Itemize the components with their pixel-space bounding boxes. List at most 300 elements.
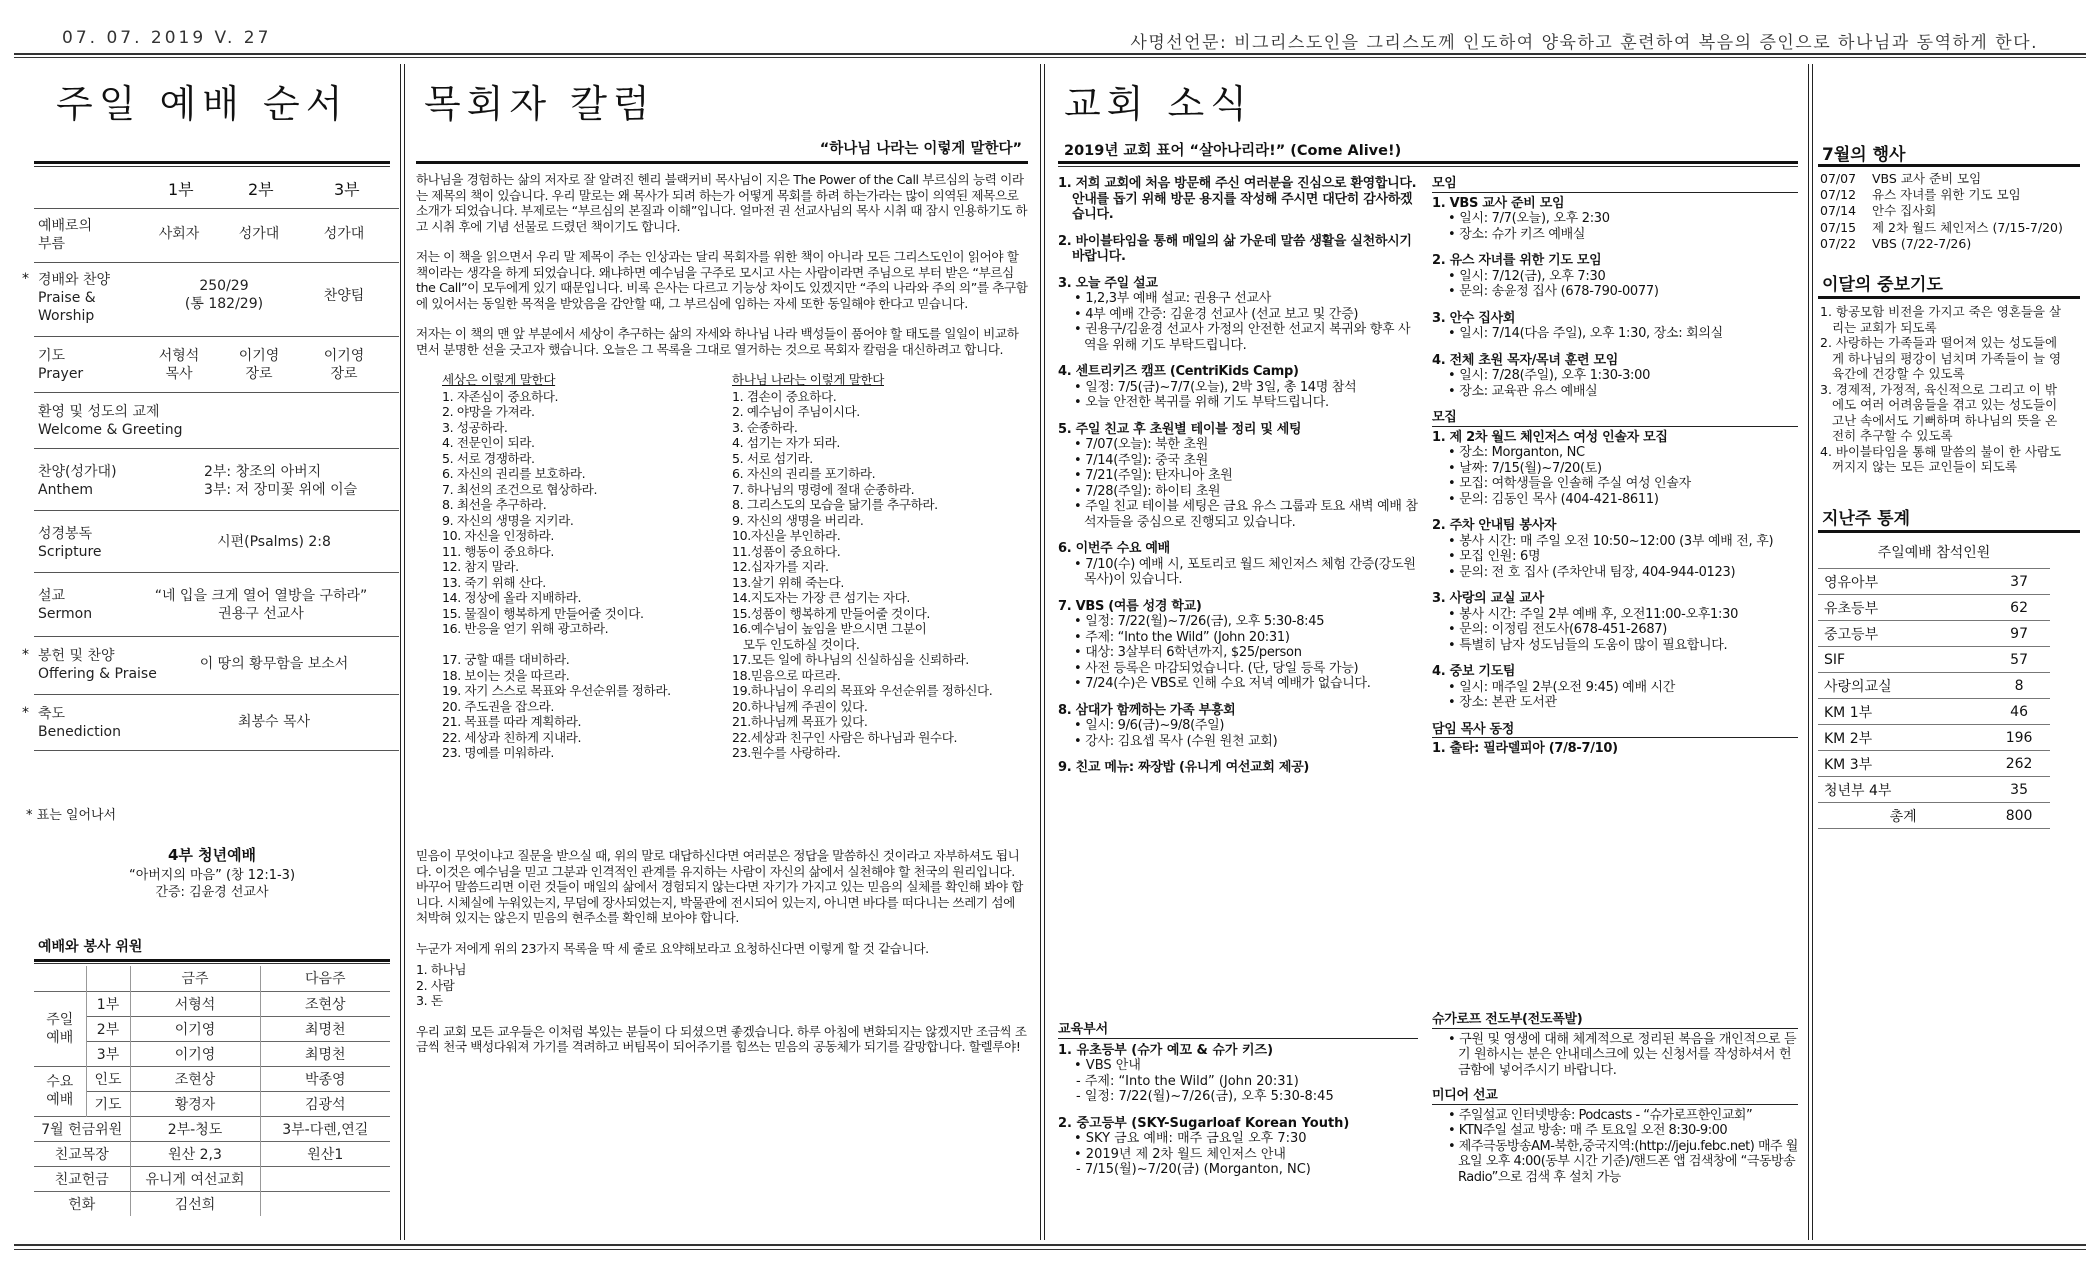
list-item: 3. 성공하라. xyxy=(442,419,508,435)
list-item: 11. 행동이 중요하다. xyxy=(442,543,554,559)
list-item: 21.하나님께 목표가 있다. xyxy=(732,714,868,729)
row-value: 250/29 xyxy=(199,278,249,294)
event-name: VBS (7/22-7/26) xyxy=(1872,235,1972,251)
list-item: 22. 세상과 친하게 지내라. xyxy=(442,729,582,745)
announcement-item xyxy=(1058,760,1418,776)
table-row xyxy=(34,1116,390,1141)
table-row xyxy=(1818,725,2050,751)
table-cell: 3부 xyxy=(86,1041,130,1066)
paragraph: 믿음이 무엇이냐고 질문을 받으실 때, 위의 말로 대답하신다면 여러분은 정답을 말씀하신 것이라고 자부하셔도 됩니다. 이것은 예수님을 믿고 그분과 인격적인 관계를 유지하는 사람이 자신의 삶에서 실천해야 할 천국의 원리입니다. 바꾸어 말씀드리면 이런 것들이 매일의 삶에서 경험되지 않는다면 자기가 가지고 있는 믿음의 실체를 확인해 봐야 합니다. 시체실에 누워있는지, 무덤에 장사되었는지, 박물관에 전시되어 있는지, 아니면 바다를 떠다니는 쓰레기 섬에 처박혀 있지는 않은지 믿음의 현주소를 확인해 보아야 합니다. xyxy=(416,848,1024,925)
pastor-trip: 1. 출타: 필라델피아 (7/8-7/10) xyxy=(1432,741,1618,756)
volunteers-title: 예배와 봉사 위원 xyxy=(38,939,143,955)
event-name: VBS 교사 준비 모임 xyxy=(1872,171,1982,186)
table-cell: 최명천 xyxy=(260,1016,390,1041)
event-name: 유스 자녀를 위한 기도 모임 xyxy=(1872,187,2021,203)
announcement-heading: 5. 주일 친교 후 초원별 테이블 정리 및 세팅 xyxy=(1058,421,1302,437)
row-value: 시편(Psalms) 2:8 xyxy=(217,534,331,550)
announcement-heading: 3. 오늘 주일 설교 xyxy=(1058,275,1158,291)
announcement-heading: 3. 안수 집사회 xyxy=(1432,310,1516,326)
list-item: 2. 야망을 가져라. xyxy=(442,404,535,419)
row-value: 성가대 xyxy=(238,226,280,242)
table-cell: 이기영 xyxy=(130,1016,260,1041)
service-col-3: 3부 xyxy=(334,180,360,199)
evangelism-and-media xyxy=(1432,1012,1798,1185)
list-item: 15.성품이 행복하게 만들어줄 것이다. xyxy=(732,605,930,621)
bullet-item: • 4부 예배 간증: 김윤경 선교사 (선교 보고 및 간증) xyxy=(1074,306,1359,322)
announcement-heading: 4. 중보 기도팀 xyxy=(1432,664,1516,679)
list-item: 18. 보이는 것을 따르라. xyxy=(442,667,570,683)
table-row xyxy=(1818,803,2050,829)
news-title: 교회 소식 xyxy=(1064,82,1253,126)
comparison-list xyxy=(442,372,1028,848)
kingdom-list-heading: 하나님 나라는 이렇게 말한다 xyxy=(732,372,884,387)
bullet-item: • 7/14(주일): 중국 초원 xyxy=(1074,452,1209,468)
announcement-item xyxy=(1432,253,1798,300)
list-item: 14.지도자는 가장 큰 섬기는 자다. xyxy=(732,590,911,605)
stat-label: 총계 xyxy=(1818,803,1988,829)
announcement-heading: 1. 저희 교회에 처음 방문해 주신 여러분을 진심으로 환영합니다. 안내를 돕기 위해 방문 용지를 작성해 주시면 대단히 감사하겠습니다. xyxy=(1058,176,1417,222)
bullet-item: • 주일설교 인터넷방송: Podcasts - “슈가로프한인교회” xyxy=(1448,1107,1753,1123)
row-label: Scripture xyxy=(38,544,102,560)
prayer-item: 2. 사랑하는 가족들과 떨어져 있는 성도들에게 하나님의 평강이 넘치며 가족들이 늘 영육간에 건강할 수 있도록 xyxy=(1820,335,2062,381)
announcement-heading: 8. 삼대가 함께하는 가족 부흥회 xyxy=(1058,702,1236,718)
table-row xyxy=(1818,647,2050,673)
list-item: 20.하나님께 주권이 있다. xyxy=(732,698,868,714)
table-cell: 박종영 xyxy=(260,1066,390,1091)
table-cell: 3부-다렌,연길 xyxy=(260,1116,390,1141)
list-item: 19. 자기 스스로 목표와 우선순위를 정하라. xyxy=(442,683,671,698)
announcement-item xyxy=(1058,1116,1418,1178)
announcement-item xyxy=(1432,196,1798,243)
announcement-heading: 2. 중고등부 (SKY-Sugarloaf Korean Youth) xyxy=(1058,1115,1350,1131)
stat-value: 57 xyxy=(1988,647,2050,673)
row-value: 이기영 xyxy=(238,348,280,364)
stat-value: 8 xyxy=(1988,673,2050,699)
worship-row xyxy=(22,636,399,694)
row-value: 사회자 xyxy=(158,226,200,242)
bullet-item: • 제주극동방송AM-북한,중국지역:(http://jeju.febc.net) 매주 월요일 오후 4:00(동부 시간 기준)/핸드폰 앱 검색창에 “극동방송 Radio”으로 검색 후 설치 가능 xyxy=(1448,1138,1798,1185)
table-cell: 원산1 xyxy=(260,1141,390,1166)
list-item: 6. 자신의 권리를 보호하라. xyxy=(442,466,586,481)
announcement-heading: 3. 사랑의 교실 교사 xyxy=(1432,591,1544,606)
bullet-item: • 일시: 9/6(금)~9/8(주일) xyxy=(1074,718,1225,733)
table-cell: 주일 예배 xyxy=(34,991,86,1066)
bullet-item: • 일시: 7/14(다음 주일), 오후 1:30, 장소: 회의실 xyxy=(1448,326,1723,341)
bullet-item: • 봉사 시간: 매 주일 오전 10:50~12:00 (3부 예배 전, 후) xyxy=(1448,533,1774,549)
table-cell: 수요 예배 xyxy=(34,1066,86,1116)
summary-list xyxy=(416,962,1028,1009)
world-list xyxy=(442,372,727,761)
church-motto: 2019년 교회 표어 “살아나리라!” (Come Alive!) xyxy=(1064,143,1402,159)
table-cell: 조현상 xyxy=(130,1066,260,1091)
bullet-item: • 일정: 7/22(월)~7/26(금), 오후 5:30-8:45 xyxy=(1074,614,1325,629)
announcement-heading: 7. VBS (여름 성경 학교) xyxy=(1058,598,1202,614)
list-item: 17.모든 일에 하나님의 신실하심을 신뢰하라. xyxy=(732,652,969,667)
bullet-item: • 특별히 남자 성도님들의 도움이 많이 필요합니다. xyxy=(1448,637,1728,653)
event-date: 07/14 xyxy=(1820,203,1857,219)
row-label: 환영 및 성도의 교제 xyxy=(38,404,160,420)
announcement-heading: 6. 이번주 수요 예배 xyxy=(1058,541,1170,556)
table-row xyxy=(1818,751,2050,777)
announcement-item xyxy=(1432,353,1798,400)
announcement-item xyxy=(1058,364,1418,411)
row-value: 서형석 xyxy=(158,348,200,364)
stats-subtitle: 주일예배 참석인원 xyxy=(1877,545,1991,561)
column-title: 목회자 칼럼 xyxy=(424,82,656,126)
list-item: 11.성품이 중요하다. xyxy=(732,543,841,559)
worship-row xyxy=(34,510,399,572)
list-item: 2. 사람 xyxy=(416,977,455,993)
list-item: 1. 하나님 xyxy=(416,962,467,977)
table-cell: 조현상 xyxy=(260,991,390,1016)
worship-row xyxy=(22,694,399,750)
list-item: 5. 서로 경쟁하라. xyxy=(442,450,535,466)
row-value: 성가대 xyxy=(323,226,365,242)
attendance-table xyxy=(1818,568,2050,829)
row-label: Sermon xyxy=(38,606,93,622)
prayer-item: 3. 경제적, 가정적, 육신적으로 그리고 이 밖에도 여러 어려움들을 겪고 있는 성도들이 고난 속에서도 기뻐하며 하나님의 뜻을 온전히 추구할 수 있도록 xyxy=(1820,381,2058,443)
row-value: 이 땅의 황무함을 보소서 xyxy=(199,656,349,672)
table-cell: 서형석 xyxy=(130,991,260,1016)
row-label: Prayer xyxy=(38,366,84,382)
row-label: Worship xyxy=(38,308,95,324)
world-list-heading: 세상은 이렇게 말한다 xyxy=(442,372,556,387)
stand-marker: * xyxy=(22,271,29,287)
table-header: 다음주 xyxy=(260,966,390,991)
announcement-item xyxy=(1058,234,1418,265)
bullet-item: • KTN주일 설교 방송: 매 주 토요일 오전 8:30-9:00 xyxy=(1448,1123,1728,1138)
row-value: 2부: 창조의 아버지 xyxy=(204,464,322,480)
church-news-column xyxy=(1058,64,1798,1240)
row-value: 목사 xyxy=(165,366,193,382)
table-cell: 2부-청도 xyxy=(130,1116,260,1141)
column-body xyxy=(416,172,1028,1055)
announcements xyxy=(1058,176,1418,787)
announcement-item xyxy=(1058,176,1418,223)
table-row xyxy=(34,1191,390,1216)
table-row xyxy=(1818,621,2050,647)
announcement-heading: 2. 유스 자녀를 위한 기도 모임 xyxy=(1432,253,1602,268)
bullet-item: • 일정: 7/5(금)~7/7(오늘), 2박 3일, 총 14명 참석 xyxy=(1074,379,1357,395)
mission-statement: 사명선언문: 비그리스도인을 그리스도께 인도하여 양육하고 훈련하여 복음의 증인으로 하나님과 동역하게 한다. xyxy=(1130,33,2038,53)
list-item: 23. 명예를 미워하라. xyxy=(442,745,554,760)
row-value: 권용구 선교사 xyxy=(218,606,304,622)
table-row xyxy=(34,1141,390,1166)
list-item: 12.십자가를 지라. xyxy=(732,559,829,574)
list-item: 7. 하나님의 명령에 절대 순종하라. xyxy=(732,481,915,497)
bullet-item: • 장소: 본관 도서관 xyxy=(1448,695,1557,710)
table-cell: 7월 헌금위원 xyxy=(34,1116,130,1141)
stat-value: 62 xyxy=(1988,595,2050,621)
row-label: 성경봉독 xyxy=(38,526,93,542)
worship-order-column xyxy=(22,64,390,1240)
worship-row xyxy=(34,336,399,392)
prayer-item: 4. 바이블타임을 통해 말씀의 불이 한 사람도 꺼지지 않는 모든 교인들이 되도록 xyxy=(1820,443,2062,474)
stand-marker: * xyxy=(22,705,29,721)
row-value: 장로 xyxy=(330,366,358,382)
education-title: 교육부서 xyxy=(1058,1022,1418,1039)
announcement-item xyxy=(1058,422,1418,531)
table-cell: 유니게 여선교회 xyxy=(130,1166,260,1191)
section-title: 슈가로프 전도부(전도폭발) xyxy=(1432,1012,1798,1029)
table-cell: 친교헌금 xyxy=(34,1166,130,1191)
table-row xyxy=(34,991,390,1016)
bullet-item: • 날짜: 7/15(월)~7/20(토) xyxy=(1448,460,1602,476)
youth-service-sermon: “아버지의 마음” (창 12:1-3) xyxy=(128,868,296,883)
table-row xyxy=(1818,595,2050,621)
bullet-item: • 7/21(주일): 탄자니아 초원 xyxy=(1074,468,1233,483)
row-label: 부름 xyxy=(38,236,66,252)
list-item: 13. 죽기 위해 산다. xyxy=(442,574,546,590)
row-label: 봉헌 및 찬양 xyxy=(38,648,115,664)
list-item: 5. 서로 섬기라. xyxy=(732,450,813,466)
list-item: 19.하나님이 우리의 목표와 우선순위를 정하신다. xyxy=(732,683,993,698)
list-item: 14. 정상에 올라 지배하라. xyxy=(442,590,582,605)
announcement-item xyxy=(1432,591,1798,653)
list-item: 4. 섬기는 자가 되라. xyxy=(732,435,840,450)
masthead xyxy=(0,0,2100,58)
events-title: 7월의 행사 xyxy=(1822,145,1906,165)
announcement-item xyxy=(1058,1043,1418,1105)
worship-row xyxy=(22,262,399,336)
stat-label: KM 2부 xyxy=(1818,725,1988,751)
evangelism-note: • 구원 및 영생에 대해 체계적으로 정리된 복음을 개인적으로 듣기 원하시는 분은 안내데스크에 있는 신청서를 작성하셔서 헌금함에 넣어주시기 바랍니다. xyxy=(1448,1031,1797,1078)
stat-value: 35 xyxy=(1988,777,2050,803)
bullet-item: • 일시: 7/12(금), 오후 7:30 xyxy=(1448,268,1606,284)
worship-row xyxy=(34,572,399,636)
stat-value: 800 xyxy=(1988,803,2050,829)
announcement-item xyxy=(1432,664,1798,711)
event-name: 안수 집사회 xyxy=(1872,203,1937,219)
list-item: 16. 반응을 얻기 위해 광고하라. xyxy=(442,621,609,636)
list-item: 10. 자신을 인정하라. xyxy=(442,528,554,543)
bullet-item: • 사전 등록은 마감되었습니다. (단, 당일 등록 가능) xyxy=(1074,660,1359,676)
meetings-and-recruiting xyxy=(1432,176,1798,757)
volunteers-table xyxy=(34,966,390,1216)
bullet-item: • 2019년 제 2차 월드 체인저스 안내 xyxy=(1074,1146,1286,1162)
list-item: 10.자신을 부인하라. xyxy=(732,528,841,543)
sidebar-column xyxy=(1818,64,2080,1240)
bullet-item: • 문의: 이정림 전도사(678-451-2687) xyxy=(1448,622,1668,637)
stat-label: KM 3부 xyxy=(1818,751,1988,777)
bullet-item: • 권용구/김윤경 선교사 가정의 안전한 선교지 복귀와 향후 사역을 위해 기도 부탁드립니다. xyxy=(1074,322,1411,353)
table-cell: 기도 xyxy=(86,1091,130,1116)
row-value: 3부: 저 장미꽃 위에 이슬 xyxy=(204,482,358,498)
table-cell: 헌화 xyxy=(34,1191,130,1216)
list-item: 3. 돈 xyxy=(416,993,443,1008)
table-cell: 김선희 xyxy=(130,1191,260,1216)
prayer-title: 이달의 중보기도 xyxy=(1822,275,1943,295)
announcement-heading: 1. 제 2차 월드 체인저스 여성 인솔자 모집 xyxy=(1432,429,1668,445)
stat-label: 중고등부 xyxy=(1818,621,1988,647)
table-row xyxy=(1818,699,2050,725)
bullet-item: - 일정: 7/22(월)~7/26(금), 오후 5:30-8:45 xyxy=(1076,1089,1334,1104)
table-row xyxy=(34,1041,390,1066)
list-item: 15. 물질이 행복하게 만들어줄 것이다. xyxy=(442,605,644,621)
list-item: 9. 자신의 생명을 지키라. xyxy=(442,512,574,528)
bullet-item: • 문의: 김동인 목사 (404-421-8611) xyxy=(1448,491,1659,507)
list-item: 22.세상과 친구인 사람은 하나님과 원수다. xyxy=(732,729,958,745)
bullet-item: • 모집: 여학생들을 인솔해 주실 여성 인솔자 xyxy=(1448,476,1691,491)
stat-label: SIF xyxy=(1818,647,1988,673)
bullet-item: • 문의: 송윤정 집사 (678-790-0077) xyxy=(1448,284,1659,299)
list-item: 2. 예수님이 주님이시다. xyxy=(732,404,860,419)
list-item: 8. 그리스도의 모습을 닮기를 추구하라. xyxy=(732,497,938,512)
list-item: 6. 자신의 권리를 포기하라. xyxy=(732,466,876,481)
column-subtitle: “하나님 나라는 이렇게 말한다” xyxy=(819,141,1022,157)
section-title: 담임 목사 동정 xyxy=(1432,722,1798,739)
bullet-item: • 봉사 시간: 주일 2부 예배 후, 오전11:00-오후1:30 xyxy=(1448,606,1739,622)
row-label: 축도 xyxy=(38,706,66,722)
event-date: 07/15 xyxy=(1820,219,1857,235)
table-row xyxy=(1818,777,2050,803)
bullet-item: • 일시: 7/7(오늘), 오후 2:30 xyxy=(1448,211,1610,226)
table-row xyxy=(34,966,390,991)
event-item xyxy=(1820,187,2080,203)
table-row xyxy=(1818,673,2050,699)
list-item: 8. 최선을 추구하라. xyxy=(442,497,547,512)
paragraph: 저자는 이 책의 맨 앞 부분에서 세상이 추구하는 삶의 자세와 하나님 나라 백성들이 품어야 할 태도를 일일이 비교하면서 분명한 선을 긋고자 했습니다. 오늘은 그 목록을 그대로 열거하는 것으로 목회자 칼럼을 대신하려고 합니다. xyxy=(416,326,1019,357)
announcement-item xyxy=(1058,599,1418,692)
list-item: 9. 자신의 생명을 버리라. xyxy=(732,512,864,528)
bullet-item: • 일시: 매주일 2부(오전 9:45) 예배 시간 xyxy=(1448,679,1676,695)
announcement-item xyxy=(1058,276,1418,354)
stat-label: 사랑의교실 xyxy=(1818,673,1988,699)
row-label: Offering & Praise xyxy=(38,666,157,682)
list-item: 12. 참지 말라. xyxy=(442,559,519,574)
list-item: 20. 주도권을 잡으라. xyxy=(442,698,554,714)
bullet-item: • 7/10(수) 예배 시, 포토리코 월드 체인저스 체험 간증(강도원 목사)이 있습니다. xyxy=(1074,556,1416,587)
stand-note: * 표는 일어나서 xyxy=(26,808,117,823)
row-label: 설교 xyxy=(38,588,66,604)
row-value: (통 182/29) xyxy=(184,296,264,312)
table-row xyxy=(34,1066,390,1091)
worship-row xyxy=(34,392,399,448)
table-row xyxy=(34,1166,390,1191)
bullet-item: • 대상: 3살부터 6학년까지, $25/person xyxy=(1074,645,1302,660)
table-cell: 최명천 xyxy=(260,1041,390,1066)
list-item: 3. 순종하라. xyxy=(732,419,798,435)
bullet-item: • 1,2,3부 예배 설교: 권용구 선교사 xyxy=(1074,291,1272,306)
table-cell: 김광석 xyxy=(260,1091,390,1116)
bullet-item: • 주제: “Into the Wild” (John 20:31) xyxy=(1074,629,1290,645)
event-item xyxy=(1820,236,2080,252)
list-item: 17. 궁할 때를 대비하라. xyxy=(442,652,570,667)
event-item xyxy=(1820,220,2080,236)
table-cell: 원산 2,3 xyxy=(130,1141,260,1166)
row-value: 찬양팀 xyxy=(323,288,365,304)
stat-label: 영유아부 xyxy=(1818,569,1988,595)
row-value: 최봉수 목사 xyxy=(237,714,311,730)
paragraph: 우리 교회 모든 교우들은 이처럼 복있는 분들이 다 되셨으면 좋겠습니다. 하루 아침에 변화되지는 않겠지만 조금씩 조금씩 천국 백성다워져 가기를 격려하고 버팀목이 되어주기를 힘쓰는 믿음의 공동체가 되기를 갈망합니다. 할렐루야! xyxy=(416,1023,1027,1054)
table-header: 금주 xyxy=(130,966,260,991)
youth-service-title: 4부 청년예배 xyxy=(167,846,257,864)
bullet-item: • 7/24(수)은 VBS로 인해 수요 저녁 예배가 없습니다. xyxy=(1074,676,1371,691)
announcement-heading: 1. VBS 교사 준비 모임 xyxy=(1432,195,1565,211)
worship-rows xyxy=(22,208,390,848)
announcement-heading: 9. 친교 메뉴: 짜장밥 (유니게 여선교회 제공) xyxy=(1058,760,1310,775)
announcement-heading: 4. 전체 초원 목자/목녀 훈련 모임 xyxy=(1432,352,1619,368)
list-item: 1. 자존심이 중요하다. xyxy=(442,388,559,404)
paragraph: 누군가 저에게 위의 23가지 목록을 딱 세 줄로 요약해보라고 요청하신다면 이렇게 할 것 같습니다. xyxy=(416,940,929,956)
list-item: 1. 겸손이 중요하다. xyxy=(732,388,837,404)
row-label: Welcome & Greeting xyxy=(38,422,183,438)
row-label: 기도 xyxy=(38,348,66,364)
stat-label: 유초등부 xyxy=(1818,595,1988,621)
announcement-heading: 4. 센트리키즈 캠프 (CentriKids Camp) xyxy=(1058,364,1299,379)
section-title: 모집 xyxy=(1432,410,1798,427)
announcement-item xyxy=(1432,430,1798,508)
worship-row xyxy=(34,448,399,510)
stat-value: 262 xyxy=(1988,751,2050,777)
stat-value: 97 xyxy=(1988,621,2050,647)
section-title: 미디어 선교 xyxy=(1432,1088,1798,1105)
list-item: 16.예수님이 높임을 받으시면 그분이 xyxy=(732,621,927,636)
worship-row xyxy=(34,208,399,262)
kingdom-list xyxy=(732,372,1032,761)
list-item: 18.믿음으로 따르라. xyxy=(732,667,841,683)
service-col-1: 1부 xyxy=(168,180,194,199)
bullet-item: • 오늘 안전한 복귀를 위해 기도 부탁드립니다. xyxy=(1074,395,1329,410)
table-cell xyxy=(260,1191,390,1216)
table-cell: 1부 xyxy=(86,991,130,1016)
table-cell: 이기영 xyxy=(130,1041,260,1066)
event-name: 제 2차 월드 체인저스 (7/15-7/20) xyxy=(1872,219,2063,235)
table-cell: 황경자 xyxy=(130,1091,260,1116)
bullet-item: • 장소: 슈가 키즈 예배실 xyxy=(1448,226,1586,242)
row-value: 장로 xyxy=(245,366,273,382)
education-section xyxy=(1058,1022,1418,1189)
event-date: 07/12 xyxy=(1820,187,1857,203)
bullet-item: - 주제: “Into the Wild” (John 20:31) xyxy=(1076,1073,1299,1089)
announcement-item xyxy=(1432,518,1798,580)
bullet-item: - 7/15(월)~7/20(금) (Morganton, NC) xyxy=(1076,1162,1311,1177)
announcement-heading: 2. 바이블타임을 통해 매일의 삶 가운데 말씀 생활을 실천하시기 바랍니다. xyxy=(1058,233,1412,264)
section-title: 모임 xyxy=(1432,176,1798,193)
bullet-item: • 일시: 7/28(주일), 오후 1:30-3:00 xyxy=(1448,368,1651,383)
paragraph: 하나님을 경험하는 삶의 저자로 잘 알려진 헨리 블랙커비 목사님이 지은 The Power of the Call 부르심의 능력 이라는 제목의 책이 있습니다. 우리 말로는 왜 목사가 되려 하는가 어떻게 목회를 하려 하는가라는 많이 의역된 제목으로 소개가 되었습니다. 부제로는 “부르심의 본질과 이해”입니다. 얼마전 권 선교사님의 목사 시취 때 잠시 인용하기도 하고 시취 후에 기념 선물로 드렸던 책이기도 합니다. xyxy=(416,172,1028,234)
announcement-item xyxy=(1058,703,1418,750)
list-item: 23.원수를 사랑하라. xyxy=(732,745,841,760)
announcement-item xyxy=(1432,311,1798,342)
row-value: 이기영 xyxy=(323,348,365,364)
service-col-2: 2부 xyxy=(248,180,274,199)
table-row xyxy=(34,1091,390,1116)
list-item: 7. 최선의 조건으로 협상하라. xyxy=(442,481,598,497)
bullet-item: • 장소: Morganton, NC xyxy=(1448,445,1585,460)
table-row xyxy=(1818,569,2050,595)
announcement-heading: 2. 주차 안내팀 봉사자 xyxy=(1432,518,1557,533)
row-value: “네 입을 크게 열어 열방을 구하라” xyxy=(154,588,368,604)
bullet-item: • 모집 인원: 6명 xyxy=(1448,549,1541,564)
table-cell: 친교목장 xyxy=(34,1141,130,1166)
row-label: Benediction xyxy=(38,724,121,740)
event-date: 07/07 xyxy=(1820,171,1857,186)
event-item xyxy=(1820,171,2080,187)
prayer-list xyxy=(1820,304,2064,475)
stat-label: 청년부 4부 xyxy=(1818,777,1988,803)
bullet-item: • VBS 안내 xyxy=(1074,1058,1141,1073)
row-label: 경배와 찬양 xyxy=(38,272,111,288)
bullet-item: • SKY 금요 예배: 매주 금요일 오후 7:30 xyxy=(1074,1131,1307,1146)
list-item: 21. 목표를 따라 계획하라. xyxy=(442,714,582,729)
events-list xyxy=(1820,171,2080,252)
table-cell xyxy=(260,1166,390,1191)
list-item: 13.살기 위해 죽는다. xyxy=(732,574,844,590)
paragraph: 저는 이 책을 읽으면서 우리 말 제목이 주는 인상과는 달리 목회자를 위한 책이 아니라 모든 그리스도인이 읽어야 할 책이라는 생각을 하게 되었습니다. 왜냐하면 예수님을 구주로 모시고 사는 사람이라면 주님으로 부터 받은 “부르심 the Call”이 모두에게 있기 때문입니다. 비록 은사는 다르고 기능상 차이도 있겠지만 “주의 나라와 주의 의”를 추구함에 있어서는 동일한 목적을 받았음을 감안할 때, 그 부르심에 임하는 자세 또한 동일해야 한다고 믿습니다. xyxy=(416,249,1028,311)
pastor-column xyxy=(416,64,1028,1240)
stat-value: 37 xyxy=(1988,569,2050,595)
